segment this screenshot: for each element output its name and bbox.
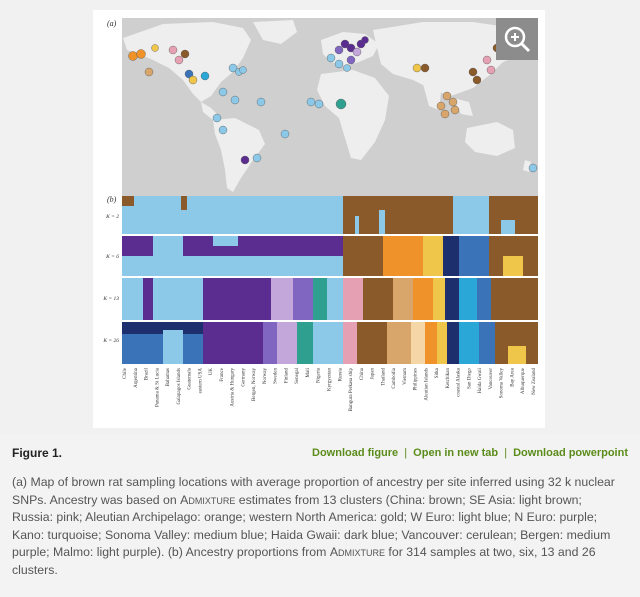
site-label: Albuquerque (521, 368, 527, 395)
figure-image[interactable] (93, 10, 545, 428)
site-label: Sitka (435, 368, 441, 379)
site-label: Sonoma Valley (499, 368, 505, 399)
k-label-13: K = 13 (103, 296, 119, 302)
panel-a-label: (a) (107, 19, 117, 28)
site-label: France (219, 368, 225, 382)
k-label-2: K = 2 (106, 214, 119, 220)
site-label: Galapagos Islands (176, 368, 182, 405)
download-figure-link[interactable]: Download figure (312, 447, 399, 459)
figure-links (312, 447, 628, 459)
site-label: Guatemala (187, 368, 193, 390)
caption-admixture-1: Admixture (180, 492, 236, 507)
site-label: Kyrgyzstan (327, 368, 333, 391)
site-label: Aleutian Islands (424, 368, 430, 401)
zoom-icon[interactable] (496, 18, 538, 60)
site-label: China (359, 368, 365, 380)
site-label: Vancouver (488, 368, 494, 390)
k-label-6: K = 6 (106, 254, 119, 260)
caption-part-a: (a) Map of brown rat sampling locations with average proportion of ancestry per site inferred using 32 k nuclear SNPs. Ancestry was based on (12, 475, 615, 507)
site-label: Brazil (144, 368, 150, 381)
download-powerpoint-link[interactable]: Download powerpoint (513, 447, 628, 459)
admixture-k26 (122, 322, 538, 364)
site-label: eastern USA (198, 368, 204, 394)
site-label: coastal Alaska (456, 368, 462, 397)
site-label: Cambodia (392, 368, 398, 389)
site-label: Philippines (413, 368, 419, 391)
site-label: Japan (370, 368, 376, 380)
site-label: Thailand (381, 368, 387, 386)
site-label: Bay Area (510, 368, 516, 387)
site-label: New Zealand (532, 368, 537, 395)
site-label: Norway (262, 368, 268, 385)
open-in-new-tab-link[interactable]: Open in new tab (413, 447, 499, 459)
site-labels (123, 367, 537, 411)
site-label: Chile (123, 368, 128, 379)
site-label: Austria & Hungary (230, 368, 236, 407)
figure-caption (12, 474, 624, 579)
site-label: Argentina (133, 368, 139, 388)
site-label: Bangura Perkasa ship (349, 368, 355, 412)
site-label: Germany (241, 368, 247, 387)
site-label: Nigeria (316, 368, 322, 383)
site-label: San Diego (467, 368, 473, 389)
site-label: Senegal (295, 368, 301, 384)
link-separator: | (504, 447, 508, 459)
site-label: Haida Gwaii (478, 368, 484, 394)
site-label: UK (209, 368, 215, 376)
site-label: Vietnam (402, 368, 408, 385)
link-separator: | (404, 447, 408, 459)
panel-b-label: (b) (107, 195, 117, 204)
caption-part-c: for 314 samples at two, six, 13 and 26 clusters. (12, 545, 596, 577)
caption-header (12, 446, 628, 460)
site-label: Sweden (273, 368, 279, 384)
admixture-k13 (122, 278, 538, 320)
figure-svg (93, 10, 545, 428)
caption-admixture-2: Admixture (329, 545, 386, 559)
site-label: Panama & St Lucia (155, 368, 161, 408)
site-label: Finland (284, 368, 290, 384)
caption-part-b: estimates from 13 clusters (China: brown; SE Asia: light brown; Russia: pink; Aleutian Archipelago: orange; western North America: gold; W Euro: light blue; N Euro: purple; Kano: turquoise; Sonoma Valley: medium blue; Haida Gwaii: dark blue; Vancouver: cerulean; Bergen: medium purple; Malmo: light purple). (b) Ancestry proportions from (12, 492, 611, 559)
site-label: Bahamas (166, 368, 172, 387)
site-label: Mali (305, 368, 311, 378)
site-label: Russia (338, 368, 344, 382)
site-label: Ketchikan (445, 368, 451, 389)
k-label-26: K = 26 (103, 338, 119, 344)
figure-label: Figure 1. (12, 446, 63, 460)
site-label: Bergen, Norway (252, 368, 258, 401)
admixture-k6 (122, 236, 538, 276)
admixture-k2 (122, 196, 538, 234)
